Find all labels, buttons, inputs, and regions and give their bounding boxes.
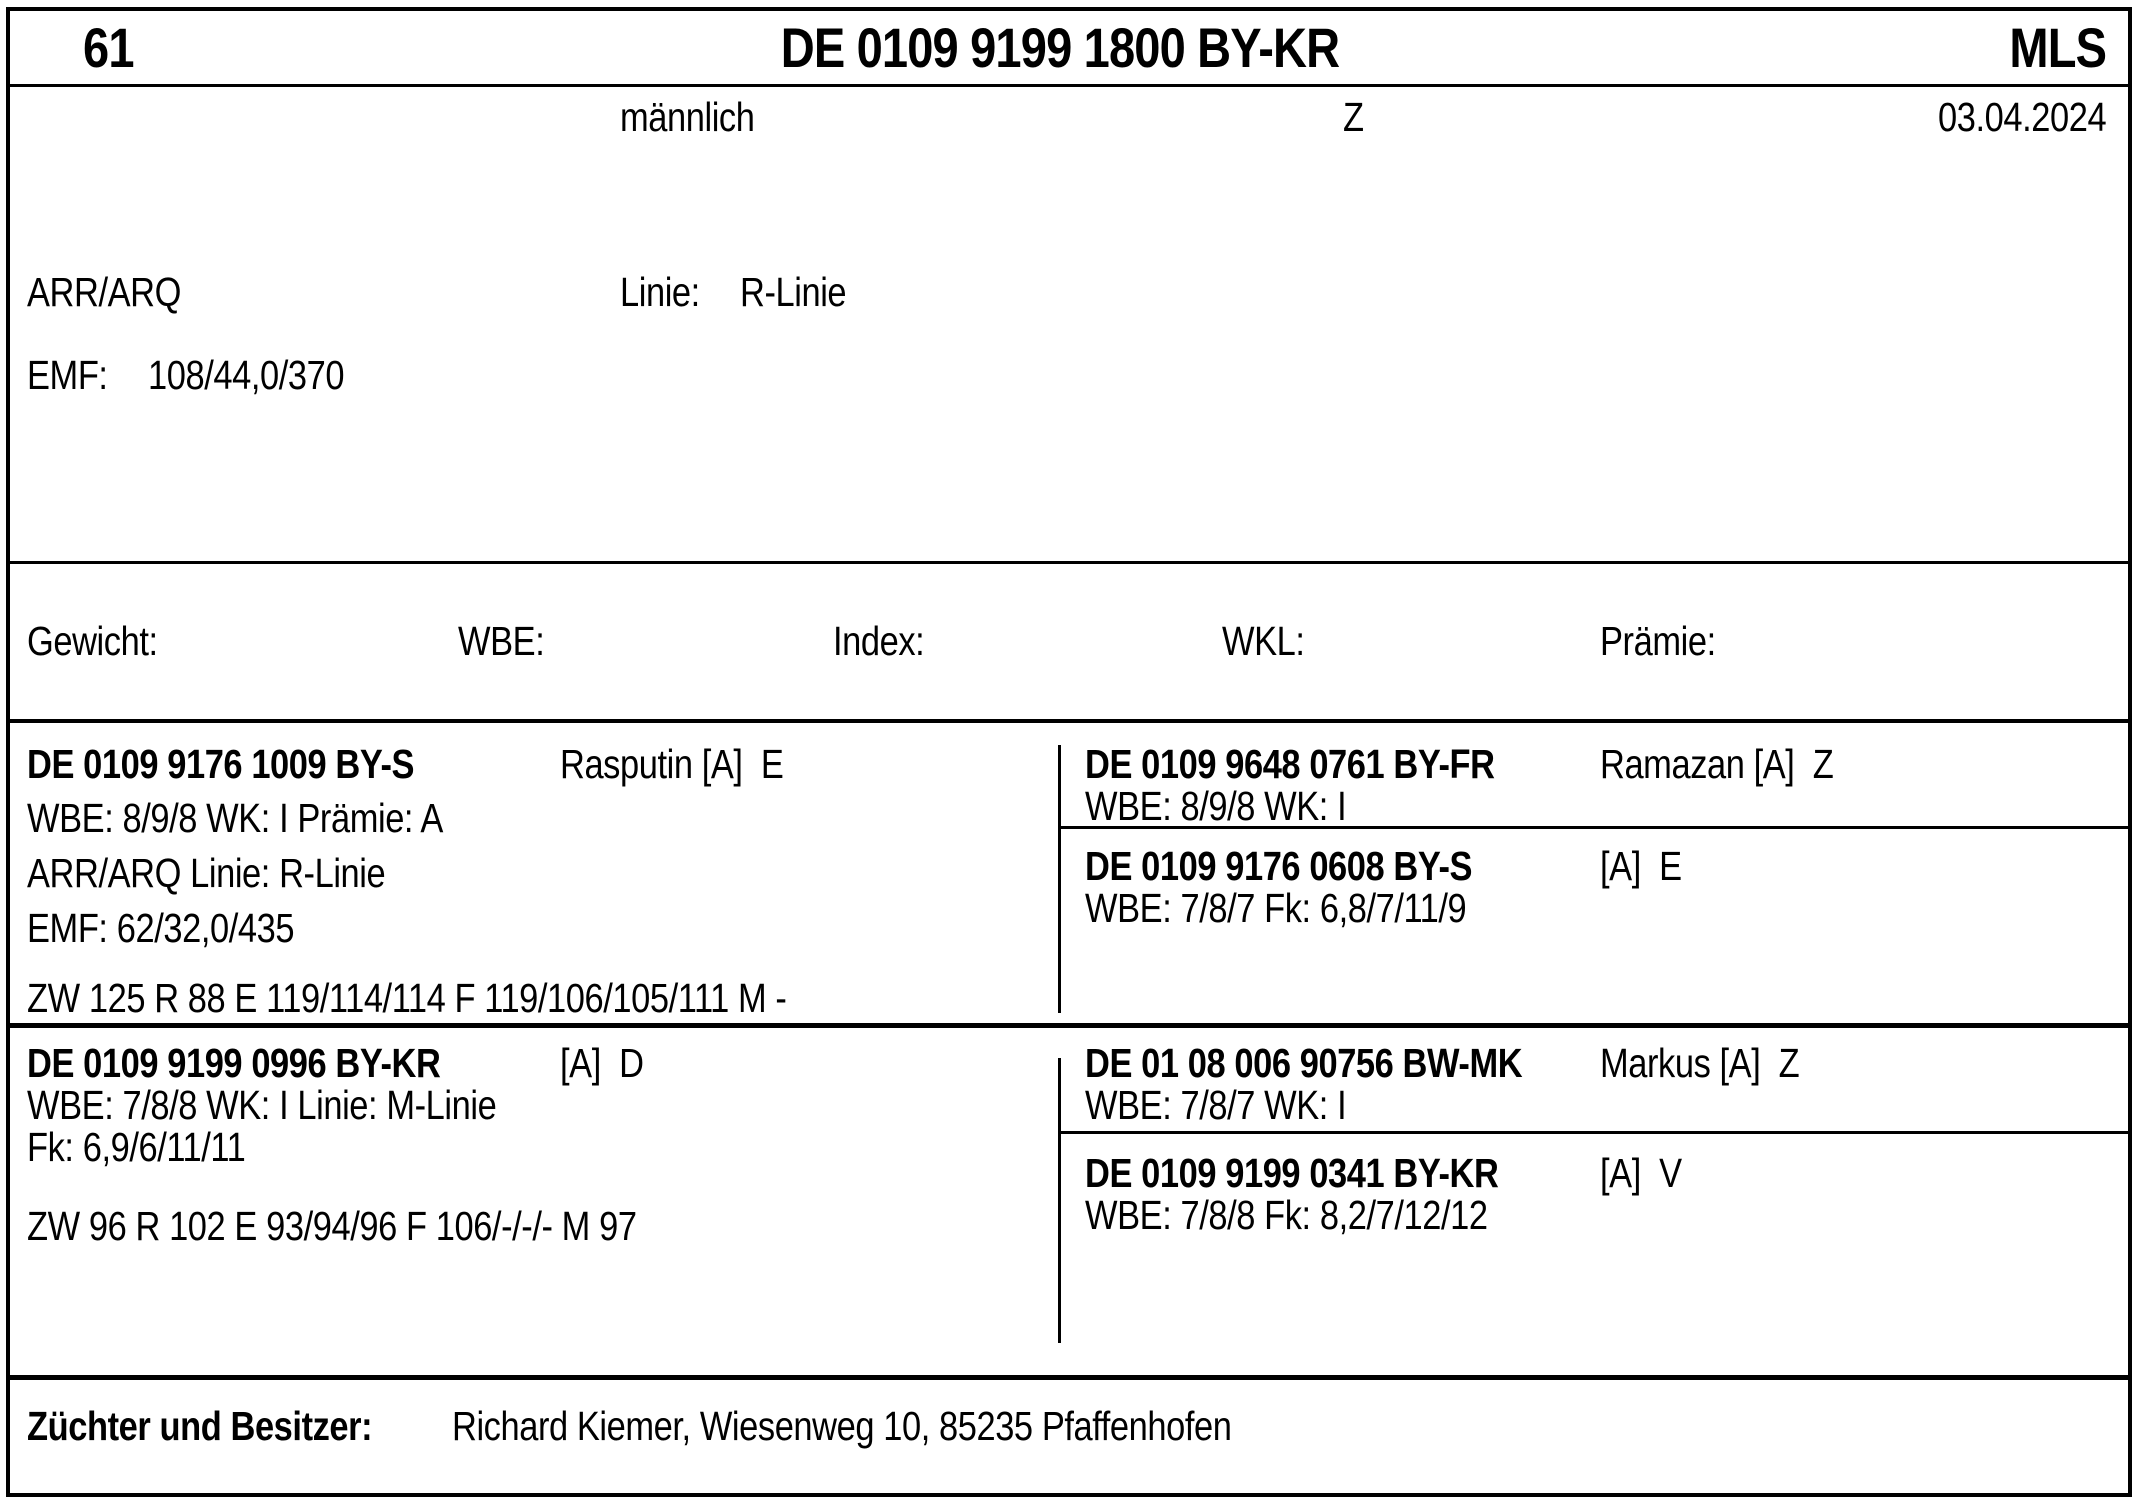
dam-dam-id: DE 0109 9199 0341 BY-KR xyxy=(1085,1150,1499,1196)
sire-line-3: EMF: 62/32,0/435 xyxy=(27,905,295,951)
measure-label-index: Index: xyxy=(833,618,925,664)
sire-dam-line-1: WBE: 7/8/7 Fk: 6,8/7/11/9 xyxy=(1085,885,1467,931)
divider-footer xyxy=(10,1375,2129,1380)
date-label: 03.04.2024 xyxy=(1937,94,2106,140)
sire-id: DE 0109 9176 1009 BY-S xyxy=(27,741,415,787)
divider-dam-parents xyxy=(1061,1131,2128,1134)
lot-number: 61 xyxy=(83,16,134,79)
sire-sire-line-1: WBE: 8/9/8 WK: I xyxy=(1085,783,1347,829)
pedigree-vertical-rule-top xyxy=(1058,745,1061,1013)
sire-line-4: ZW 125 R 88 E 119/114/114 F 119/106/105/111 M - xyxy=(27,975,787,1021)
line-value: R-Linie xyxy=(740,269,847,315)
line-label: Linie: xyxy=(620,269,700,315)
sire-sire-id: DE 0109 9648 0761 BY-FR xyxy=(1085,741,1495,787)
divider-measures-pedigree xyxy=(10,719,2129,723)
sire-dam-name: [A] E xyxy=(1600,843,1682,889)
animal-id-title: DE 0109 9199 1800 BY-KR xyxy=(780,16,1340,79)
dam-sire-line-1: WBE: 7/8/7 WK: I xyxy=(1085,1082,1347,1128)
dam-dam-name: [A] V xyxy=(1600,1150,1682,1196)
org-code: MLS xyxy=(2009,16,2106,79)
genotype-label: ARR/ARQ xyxy=(27,269,181,315)
sire-name: Rasputin [A] E xyxy=(560,741,784,787)
sire-dam-id: DE 0109 9176 0608 BY-S xyxy=(1085,843,1473,889)
divider-info-measures xyxy=(10,561,2129,564)
dam-id: DE 0109 9199 0996 BY-KR xyxy=(27,1040,441,1086)
dam-name: [A] D xyxy=(560,1040,644,1086)
dam-sire-name: Markus [A] Z xyxy=(1600,1040,1800,1086)
pedigree-vertical-rule-bottom xyxy=(1058,1058,1061,1343)
emf-label: EMF: xyxy=(27,352,108,398)
usage-code: Z xyxy=(1343,94,1364,140)
divider-sire-dam xyxy=(10,1023,2129,1028)
dam-line-2: Fk: 6,9/6/11/11 xyxy=(27,1124,246,1170)
measure-label-wkl: WKL: xyxy=(1222,618,1305,664)
emf-value: 108/44,0/370 xyxy=(148,352,345,398)
sire-sire-name: Ramazan [A] Z xyxy=(1600,741,1834,787)
divider-header xyxy=(10,84,2129,87)
measure-label-gewicht: Gewicht: xyxy=(27,618,158,664)
dam-dam-line-1: WBE: 7/8/8 Fk: 8,2/7/12/12 xyxy=(1085,1192,1488,1238)
measure-label-praemie: Prämie: xyxy=(1600,618,1716,664)
dam-line-1: WBE: 7/8/8 WK: I Linie: M-Linie xyxy=(27,1082,497,1128)
measure-label-wbe: WBE: xyxy=(458,618,545,664)
sire-line-2: ARR/ARQ Linie: R-Linie xyxy=(27,850,386,896)
dam-sire-id: DE 01 08 006 90756 BW-MK xyxy=(1085,1040,1523,1086)
dam-line-3: ZW 96 R 102 E 93/94/96 F 106/-/-/- M 97 xyxy=(27,1203,637,1249)
breeder-owner-value: Richard Kiemer, Wiesenweg 10, 85235 Pfaffenhofen xyxy=(452,1403,1232,1449)
sex-label: männlich xyxy=(620,94,755,140)
breeder-owner-label: Züchter und Besitzer: xyxy=(27,1403,373,1449)
sire-line-1: WBE: 8/9/8 WK: I Prämie: A xyxy=(27,795,443,841)
